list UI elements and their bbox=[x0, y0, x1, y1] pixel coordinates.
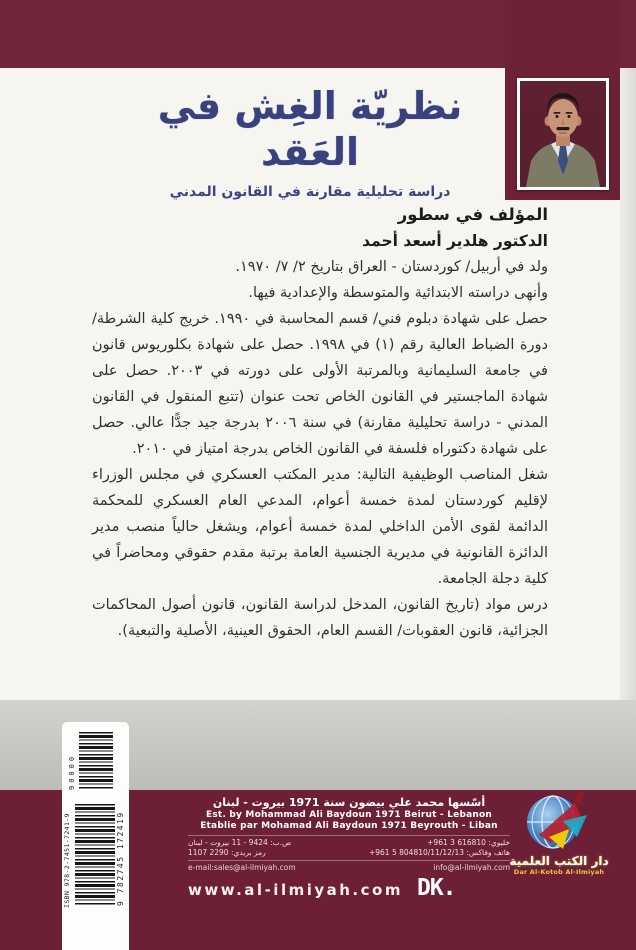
book-title-block bbox=[140, 84, 480, 200]
publisher-founded-english: Est. by Mohammad Ali Baydoun 1971 Beirut - Lebanon bbox=[206, 810, 492, 820]
publisher-founded-arabic: أسّسها محمد علي بيضون سنة 1971 بيروت - لبنان bbox=[212, 796, 486, 809]
publisher-logo bbox=[508, 789, 610, 876]
publisher-web-line bbox=[188, 875, 510, 901]
isbn-barcode bbox=[75, 804, 115, 906]
publisher-emails bbox=[188, 860, 510, 872]
price-barcode bbox=[79, 732, 113, 790]
isbn-label: ISBN 978-2-7451-7241-9 bbox=[63, 813, 71, 908]
book-subtitle: دراسة تحليلية مقارنة في القانون المدني bbox=[169, 184, 451, 201]
barcode-strip bbox=[62, 722, 129, 950]
publisher-address bbox=[188, 838, 291, 858]
publisher-founded-french: Etablie par Mohamad Ali Baydoun 1971 Beyrouth - Liban bbox=[200, 821, 498, 831]
book-title: نظريّة الغِش في العَقد bbox=[157, 84, 463, 174]
publisher-globe-icon bbox=[511, 789, 607, 855]
page-edge bbox=[620, 68, 636, 790]
publisher-email-info: info@al-ilmiyah.com bbox=[433, 863, 510, 872]
publisher-phones bbox=[369, 838, 510, 858]
publisher-postal-code: رمز بريدي: 2290 1107 bbox=[188, 848, 266, 857]
author-portrait-illustration bbox=[520, 81, 606, 187]
publisher-logo-name-english: Dar Al-Kotob Al-Ilmiyah bbox=[513, 868, 605, 876]
publisher-email-sales: e-mail:sales@al-ilmiyah.com bbox=[188, 863, 296, 872]
ean-digits: 9 782745 172419 bbox=[116, 811, 125, 906]
bio-paragraph: حصل على شهادة دبلوم فني/ قسم المحاسبة في ١٩٩٠. خريج كلية الشرطة/ دورة الضباط العالية رقم (١) في ١٩٩٨. حصل على شهادة بكلوريوس قانون في جامعة السليمانية وبالمرتبة الأولى على دورته في ٢٠٠٣. حصل على شهادة الماجستير في القانون الخاص تحت عنوان (تتبع المنقول في القانون المدني - دراسة تحليلية مقارنة) في سنة ٢٠٠٦ بدرجة جيد جدًّا عالي. حصل على شهادة دكتوراه فلسفة في القانون الخاص بدرجة امتياز في ٢٠١٠. bbox=[92, 311, 549, 457]
author-photo bbox=[517, 78, 609, 190]
publisher-mobile: خليوي: 616810 3 961+ bbox=[427, 838, 510, 847]
price-code: 90000 bbox=[68, 753, 76, 790]
author-bio bbox=[92, 202, 548, 644]
bio-paragraph: ولد في أربيل/ كوردستان - العراق بتاريخ ٢/ ٧/ ١٩٧٠. bbox=[235, 259, 548, 275]
publisher-contact bbox=[188, 835, 510, 858]
author-name: الدكتور هلدير أسعد أحمد bbox=[362, 232, 548, 250]
bio-paragraph: درس مواد (تاريخ القانون، المدخل لدراسة القانون، قانون أصول المحاكمات الجزائية، قانون العقوبات/ القسم العام، الحقوق العينية، الأصلية والتبعية). bbox=[92, 597, 548, 639]
publisher-logo-name-arabic: دار الكتب العلمية bbox=[509, 854, 609, 868]
publisher-pobox: ص.ب: 9424 - 11 بيروت - لبنان bbox=[188, 838, 292, 847]
bio-paragraph: شغل المناصب الوظيفية التالية: مدير المكتب العسكري في مجلس الوزراء لإقليم كوردستان لمدة خمسة أعوام، المدعي العام العسكري للمحكمة الدائمة لقوى الأمن الداخلي لمدة خمسة أعوام، ويشغل حالياً منصب مدير الدائرة القانونية في مديرية الجنسية العامة برتبة مقدم حقوقي ومحاضراً في كلية دجلة الجامعة. bbox=[92, 467, 548, 587]
publisher-block bbox=[188, 796, 510, 901]
dk-wordmark: DK. bbox=[416, 875, 456, 901]
publisher-phone-fax: هاتف وفاكس: 804810/11/12/13 5 961+ bbox=[368, 848, 510, 857]
bio-paragraph: وأنهى دراسته الابتدائية والمتوسطة والإعدادية فيها. bbox=[248, 285, 548, 301]
publisher-website: www.al-ilmiyah.com bbox=[188, 881, 403, 899]
bio-heading: المؤلف في سطور bbox=[397, 205, 548, 224]
